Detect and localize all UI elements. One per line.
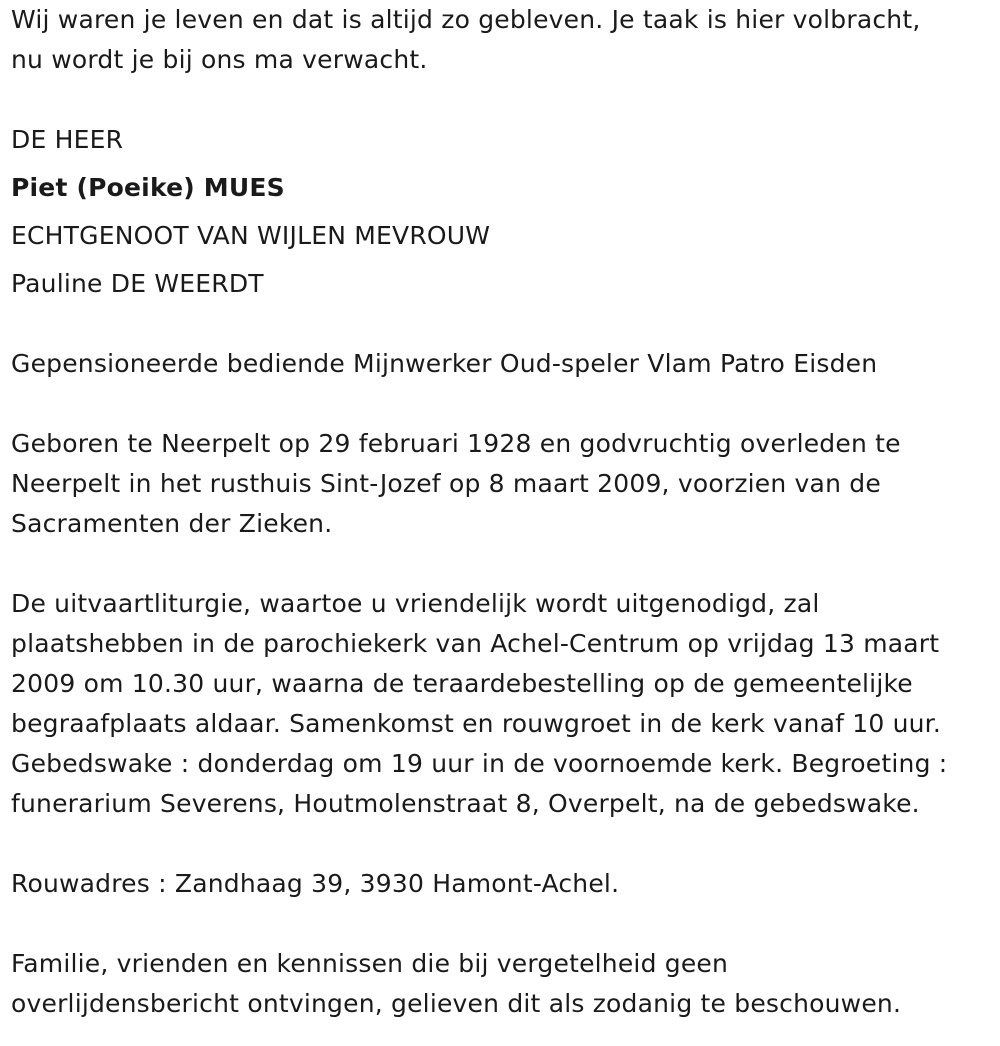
spacer (11, 256, 1000, 264)
birth-death-paragraph (11, 424, 1000, 544)
paragraph-line: Geboren te Neerpelt op 29 februari 1928 en godvruchtig overleden te (11, 429, 901, 458)
funeral-paragraph (11, 584, 1000, 824)
paragraph-line: 2009 om 10.30 uur, waarna de teraardebestelling op de gemeentelijke (11, 669, 913, 698)
spacer (11, 160, 1000, 168)
spacer (11, 304, 1000, 344)
person-block (11, 120, 1000, 304)
intro-verse (11, 0, 1000, 80)
paragraph-line: Sacramenten der Zieken. (11, 509, 333, 538)
spacer (11, 208, 1000, 216)
closing-paragraph (11, 944, 1000, 1024)
intro-line: Wij waren je leven en dat is altijd zo gebleven. Je taak is hier volbracht, (11, 5, 921, 34)
spacer (11, 824, 1000, 864)
spacer (11, 904, 1000, 944)
paragraph-line: plaatshebben in de parochiekerk van Achel-Centrum op vrijdag 13 maart (11, 629, 940, 658)
paragraph-line: Familie, vrienden en kennissen die bij vergetelheid geen (11, 949, 729, 978)
spouse-name: Pauline DE WEERDT (11, 269, 264, 298)
paragraph-line: begraafplaats aldaar. Samenkomst en rouwgroet in de kerk vanaf 10 uur. (11, 709, 942, 738)
paragraph-line: funerarium Severens, Houtmolenstraat 8, Overpelt, na de gebedswake. (11, 789, 920, 818)
person-title: DE HEER (11, 125, 124, 154)
person-relation: ECHTGENOOT VAN WIJLEN MEVROUW (11, 221, 491, 250)
paragraph-line: De uitvaartliturgie, waartoe u vriendelijk wordt uitgenodigd, zal (11, 589, 820, 618)
paragraph-line: Neerpelt in het rusthuis Sint-Jozef op 8 maart 2009, voorzien van de (11, 469, 881, 498)
mourning-address: Rouwadres : Zandhaag 39, 3930 Hamont-Achel. (11, 869, 620, 898)
intro-line: nu wordt je bij ons ma verwacht. (11, 45, 428, 74)
paragraph-line: Gebedswake : donderdag om 19 uur in de voornoemde kerk. Begroeting : (11, 749, 948, 778)
person-name: Piet (Poeike) MUES (11, 173, 285, 202)
spacer (11, 384, 1000, 424)
occupation-text: Gepensioneerde bediende Mijnwerker Oud-speler Vlam Patro Eisden (11, 349, 878, 378)
spacer (11, 544, 1000, 584)
paragraph-line: overlijdensbericht ontvingen, gelieven dit als zodanig te beschouwen. (11, 989, 902, 1018)
spacer (11, 80, 1000, 120)
